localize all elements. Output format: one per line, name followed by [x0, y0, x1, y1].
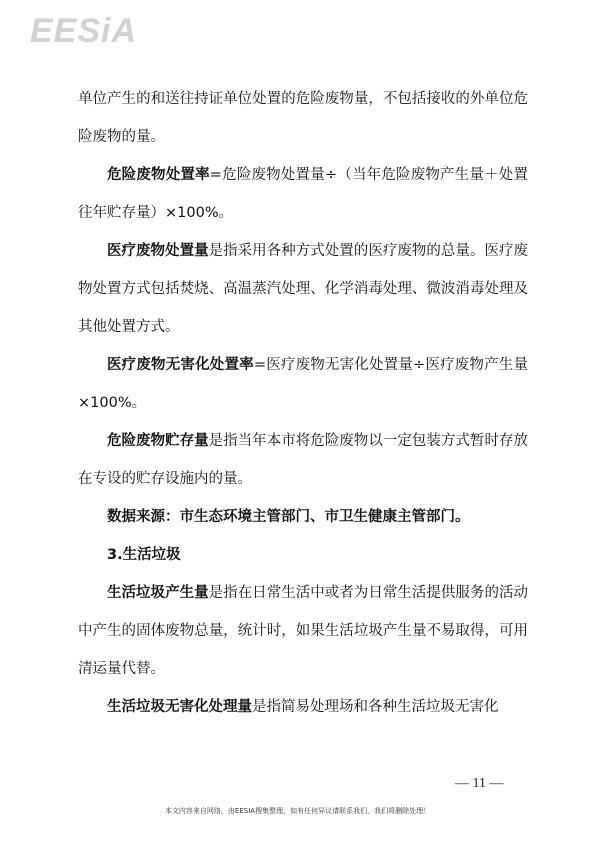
section-heading: 3.生活垃圾	[107, 547, 181, 563]
footer-notice: 本文内容来自网络，由EESIA搜集整理，如有任何异议请联系我们，我们将删除处理！	[164, 807, 431, 815]
term-definition: 是指简易处理场和各种生活垃圾无害化	[252, 699, 499, 715]
term-label: 医疗废物无害化处置率	[107, 357, 254, 373]
page-number: — 11 —	[455, 776, 504, 791]
term-definition: 是指在日常生活中或者为日常生活提供服务的活动中产生的固体废物总量，统计时，如果生活垃圾产生量不易取得，可用清运量代替。	[78, 585, 528, 677]
paragraph-continuation: 单位产生的和送往持证单位处置的危险废物量，不包括接收的外单位危险废物的量。	[78, 91, 528, 145]
paragraph-medical-waste-disposal	[78, 232, 528, 346]
term-label: 医疗废物处置量	[107, 243, 209, 259]
term-definition: =医疗废物无害化处置量÷医疗废物产生量×100%。	[78, 357, 528, 411]
paragraph-medical-harmless-rate	[78, 346, 528, 422]
paragraph-domestic-waste-generation	[78, 574, 528, 688]
term-definition: 是指采用各种方式处置的医疗废物的总量。医疗废物处置方式包括焚烧、高温蒸汽处理、化学消毒处理、微波消毒处理及其他处置方式。	[78, 243, 528, 335]
term-label: 生活垃圾无害化处理量	[107, 699, 252, 715]
paragraph-hazardous-disposal-rate	[78, 156, 528, 232]
term-label: 生活垃圾产生量	[107, 585, 209, 601]
paragraph-domestic-waste-harmless	[78, 688, 528, 726]
term-label: 危险废物贮存量	[107, 433, 209, 449]
paragraph-hazardous-storage	[78, 422, 528, 498]
document-body	[78, 80, 528, 726]
paragraph-data-source: 数据来源：市生态环境主管部门、市卫生健康主管部门。	[107, 509, 470, 525]
term-definition: 是指当年本市将危险废物以一定包装方式暂时存放在专设的贮存设施内的量。	[78, 433, 528, 487]
term-definition: =危险废物处置量÷（当年危险废物产生量＋处置往年贮存量）×100%。	[78, 167, 528, 221]
eesia-logo: EESiA	[30, 12, 138, 50]
term-label: 危险废物处置率	[107, 167, 210, 183]
